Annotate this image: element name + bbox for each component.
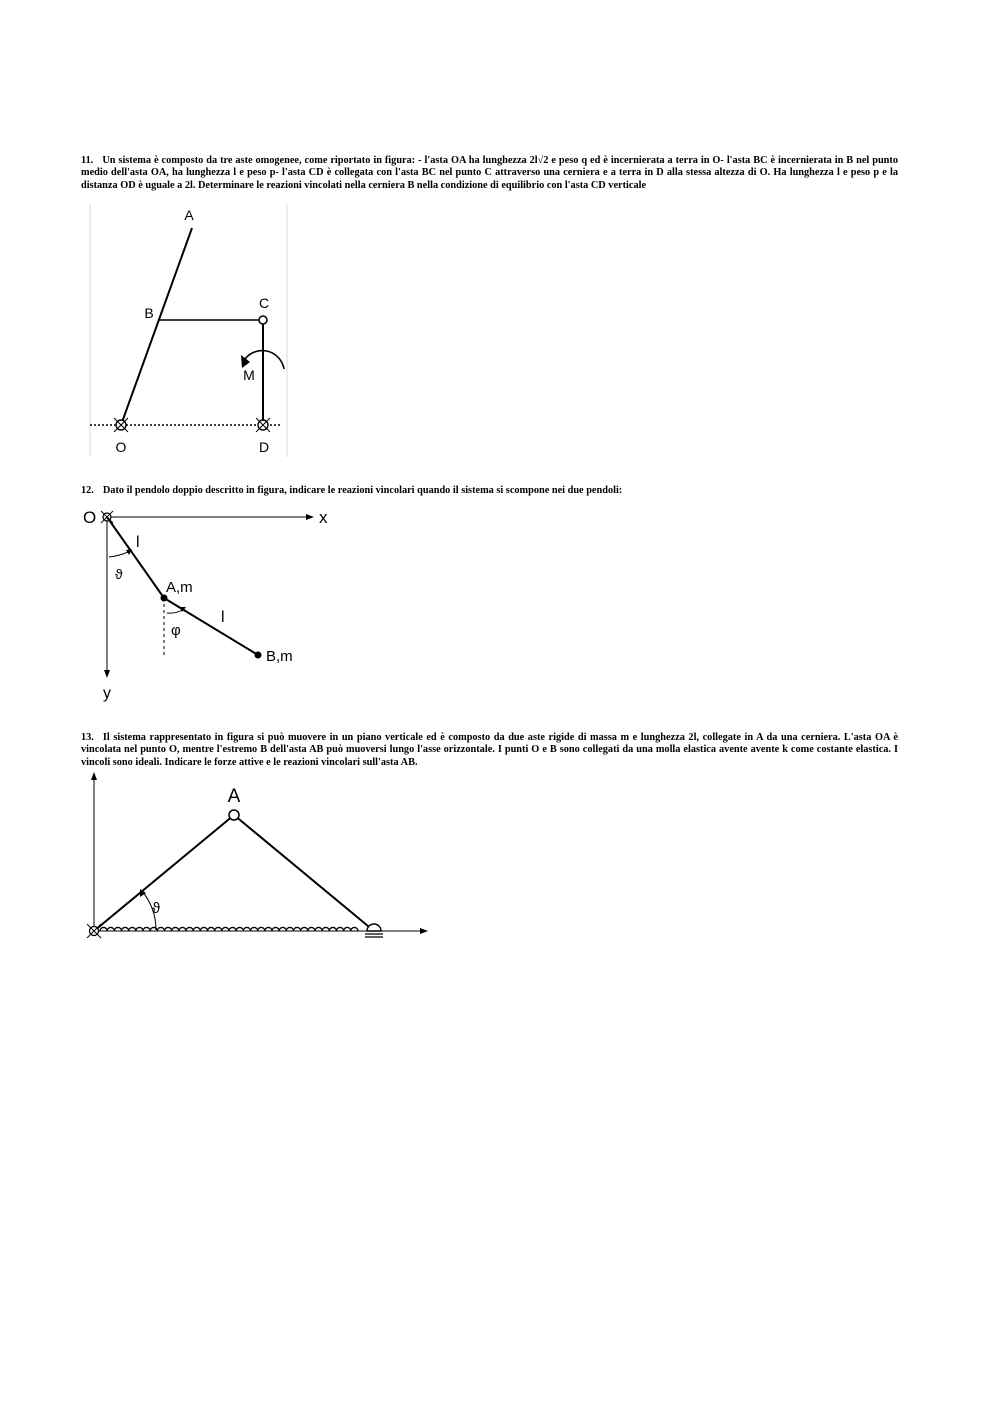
problem-13-figure	[80, 772, 435, 952]
problem-12-text	[81, 485, 898, 497]
label-o: O	[115, 439, 127, 455]
problem-12-number: 12.	[81, 485, 94, 496]
hinge-support-o	[114, 418, 128, 432]
hinge-support-d	[256, 418, 270, 432]
problem-13-body: Il sistema rappresentato in figura si può muovere in un piano verticale ed è composto da due aste rigide di massa m e lunghezza 2l, collegate in A da una cerniera. L'asta OA è vincolata nel punto O, mentre l'estremo B dell'asta AB può muoversi lungo l'asse orizzontale. I punti O e B sono collegati da una molla elastica avente avente k come costante elastica. I vincoli sono ideali. Indicare le forze attive e le reazioni vincolari sull'asta AB.	[81, 732, 898, 768]
label-phi: φ	[171, 622, 181, 639]
hinge-a	[229, 810, 239, 820]
label-theta: ϑ	[152, 900, 161, 917]
problem-12-figure	[80, 500, 340, 705]
label-l1: l	[136, 534, 140, 551]
rod-ab	[234, 815, 374, 931]
hinge-c	[259, 316, 267, 324]
label-b: B	[144, 305, 154, 321]
hinge-support-o	[87, 924, 101, 938]
problem-12-body: Dato il pendolo doppio descritto in figura, indicare le reazioni vincolari quando il sistema si scompone nei due pendoli:	[102, 485, 623, 496]
label-y: y	[103, 685, 111, 702]
label-l2: l	[221, 609, 225, 626]
problem-13-text	[81, 732, 898, 769]
problem-13-number: 13.	[81, 732, 94, 743]
problem-11-text	[81, 155, 898, 192]
label-a: A,m	[166, 579, 193, 596]
label-theta: ϑ	[115, 566, 123, 582]
mass-b	[255, 652, 262, 659]
label-o: O	[83, 508, 97, 527]
problem-11-body: Un sistema è composto da tre aste omogenee, come riportato in figura: - l'asta OA ha lunghezza 2l√2 e peso q ed è incernierata a terra in O- l'asta BC è incernierata in B nel punto medio dell'asta OA, ha lunghezza l e peso p- l'asta CD è collegata con l'asta BC nel punto C attraverso una cerniera e a terra in D alla stessa altezza di O. Ha lunghezza l e peso p e la distanza OD è uguale a 2l. Determinare le reazioni vincolati nella cerniera B nella condizione di equilibrio con l'asta CD verticale	[81, 155, 898, 191]
label-m: M	[243, 367, 255, 383]
label-c: C	[258, 295, 270, 311]
label-x: x	[319, 508, 328, 527]
problem-11-figure	[85, 204, 295, 460]
label-d: D	[258, 439, 270, 455]
rod-oa	[94, 815, 234, 931]
label-b: B,m	[266, 648, 293, 665]
theta-arc	[109, 551, 130, 557]
rod-oa	[121, 228, 192, 425]
label-a: A	[184, 207, 194, 223]
spring	[100, 927, 358, 931]
problem-11-number: 11.	[81, 155, 94, 166]
rod-oa	[107, 517, 164, 598]
label-a: A	[227, 786, 241, 807]
